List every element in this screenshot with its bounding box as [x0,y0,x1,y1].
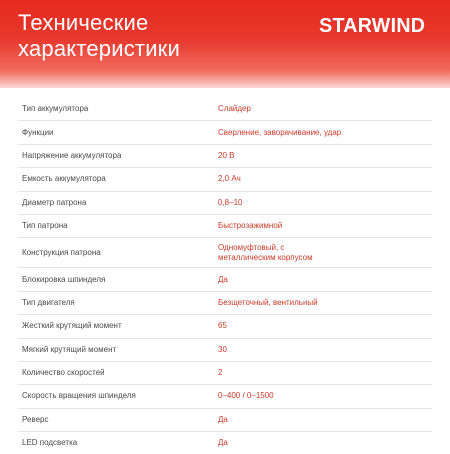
spec-name: Диаметр патрона [22,197,87,207]
spec-name: Мягкий крутящий момент [22,344,117,354]
table-row [18,145,432,168]
spec-name: Тип двигателя [22,297,75,307]
table-row [18,292,432,315]
spec-name: Скорость вращения шпинделя [22,391,136,401]
spec-value: Безщеточный, вентильный [218,297,318,307]
spec-name: Тип патрона [22,221,68,231]
spec-value: 20 В [218,150,235,160]
spec-name: Реверс [22,414,49,424]
page-title: Технические характеристики [18,10,180,61]
spec-name: Тип аккумулятора [22,104,89,114]
table-row [18,238,432,268]
table-row [18,315,432,338]
spec-name: Функции [22,127,54,137]
spec-name: Конструкция патрона [22,247,101,257]
spec-value: 0–400 / 0–1500 [218,391,274,401]
table-row [18,409,432,432]
spec-value: Быстрозажимной [218,221,283,231]
spec-value: 0,8–10 [218,197,243,207]
table-row [18,385,432,408]
table-row [18,121,432,144]
brand-logo: STARWIND [318,15,425,37]
spec-value: Слайдер [218,104,251,114]
table-row [18,215,432,238]
table-row [18,168,432,191]
specs-table [18,98,432,454]
spec-value: 30 [218,344,227,354]
spec-name: Напряжение аккумулятора [22,150,122,160]
spec-name: Блокировка шпинделя [22,274,106,284]
spec-name: Емкость аккумулятора [22,174,106,184]
spec-value: Сверление, заворачивание, удар [218,127,342,137]
table-row [18,339,432,362]
table-row [18,98,432,121]
spec-name: Жесткий крутящий момент [22,321,122,331]
spec-value: Да [218,438,228,448]
table-row [18,192,432,215]
spec-name: LED подсветка [22,438,78,448]
spec-value: Да [218,274,228,284]
spec-value: Да [218,414,228,424]
spec-value: 2 [218,368,223,378]
spec-value: Одномуфтовый, с металлическим корпусом [218,242,313,262]
spec-name: Количество скоростей [22,368,105,378]
table-row [18,268,432,291]
spec-value: 2,0 Ач [218,174,241,184]
header-banner [0,0,450,88]
table-row [18,432,432,454]
spec-value: 65 [218,321,227,331]
table-row [18,362,432,385]
